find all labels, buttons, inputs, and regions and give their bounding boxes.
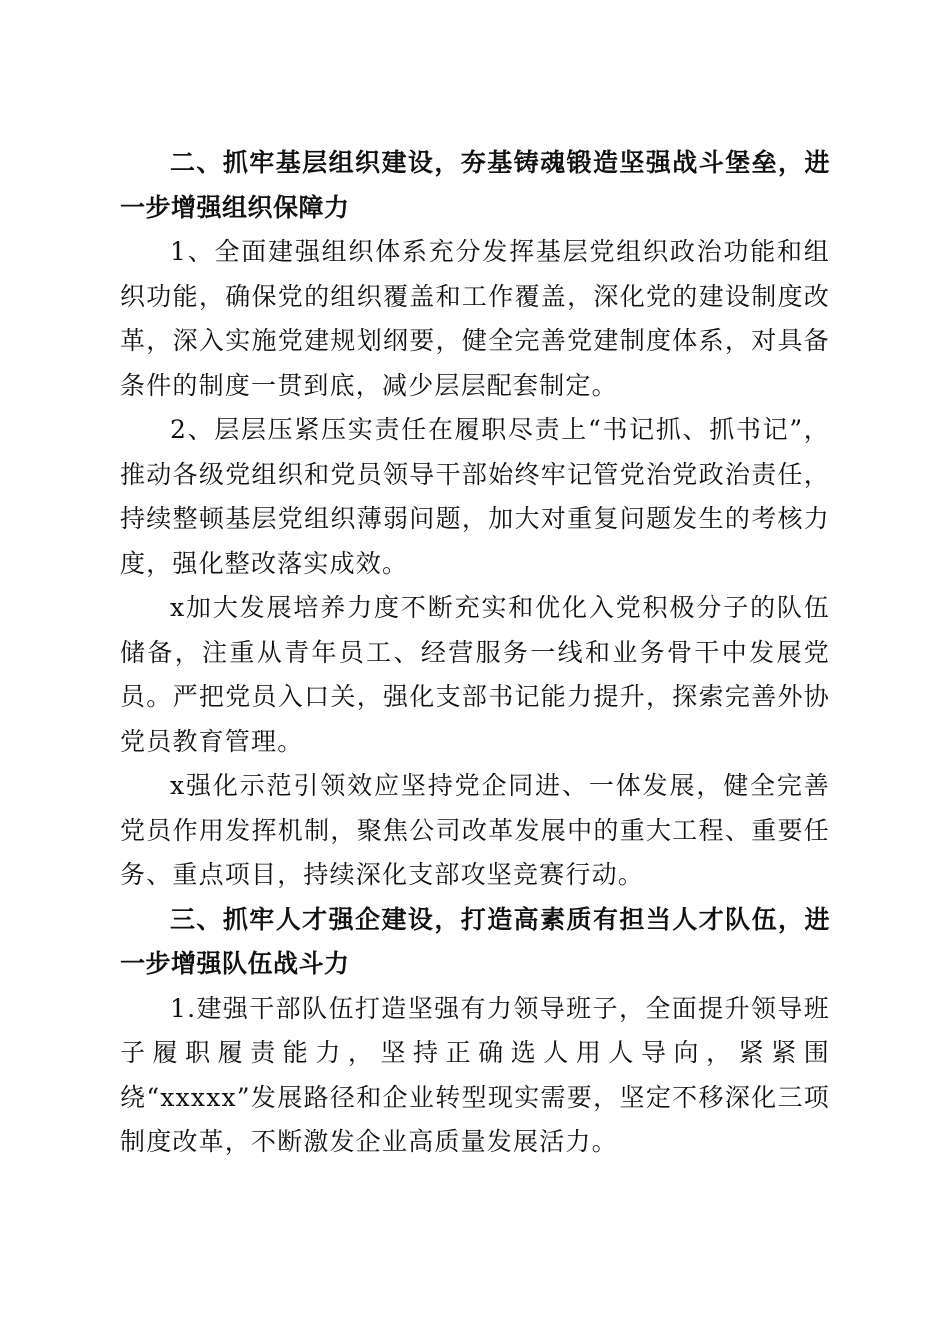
section-heading-3: 三、抓牢人才强企建设，打造高素质有担当人才队伍，进一步增强队伍战斗力	[120, 904, 830, 978]
section-heading-2: 二、抓牢基层组织建设，夯基铸魂锻造坚强战斗堡垒，进一步增强组织保障力	[120, 148, 830, 222]
paragraph-2-3: x加大发展培养力度不断充实和优化入党积极分子的队伍储备，注重从青年员工、经营服务一线和业务骨干中发展党员。严把党员入口关，强化支部书记能力提升，探索完善外协党员教育管理。	[120, 593, 830, 756]
paragraph-2-2: 2、层层压紧压实责任在履职尽责上“书记抓、抓书记”，推动各级党组织和党员领导干部始终牢记管党治党政治责任，持续整顿基层党组织薄弱问题，加大对重复问题发生的考核力度，强化整改落实成效。	[120, 415, 830, 578]
paragraph-2-4: x强化示范引领效应坚持党企同进、一体发展，健全完善党员作用发挥机制，聚焦公司改革发展中的重大工程、重要任务、重点项目，持续深化支部攻坚竞赛行动。	[120, 771, 830, 889]
document-body	[120, 141, 830, 1165]
paragraph-3-1: 1.建强干部队伍打造坚强有力领导班子，全面提升领导班子履职履责能力，坚持正确选人用人导向，紧紧围绕“xxxxx”发展路径和企业转型现实需要，坚定不移深化三项制度改革，不断激发企业高质量发展活力。	[120, 993, 830, 1156]
paragraph-2-1: 1、全面建强组织体系充分发挥基层党组织政治功能和组织功能，确保党的组织覆盖和工作覆盖，深化党的建设制度改革，深入实施党建规划纲要，健全完善党建制度体系，对具备条件的制度一贯到底，减少层层配套制定。	[120, 237, 830, 400]
